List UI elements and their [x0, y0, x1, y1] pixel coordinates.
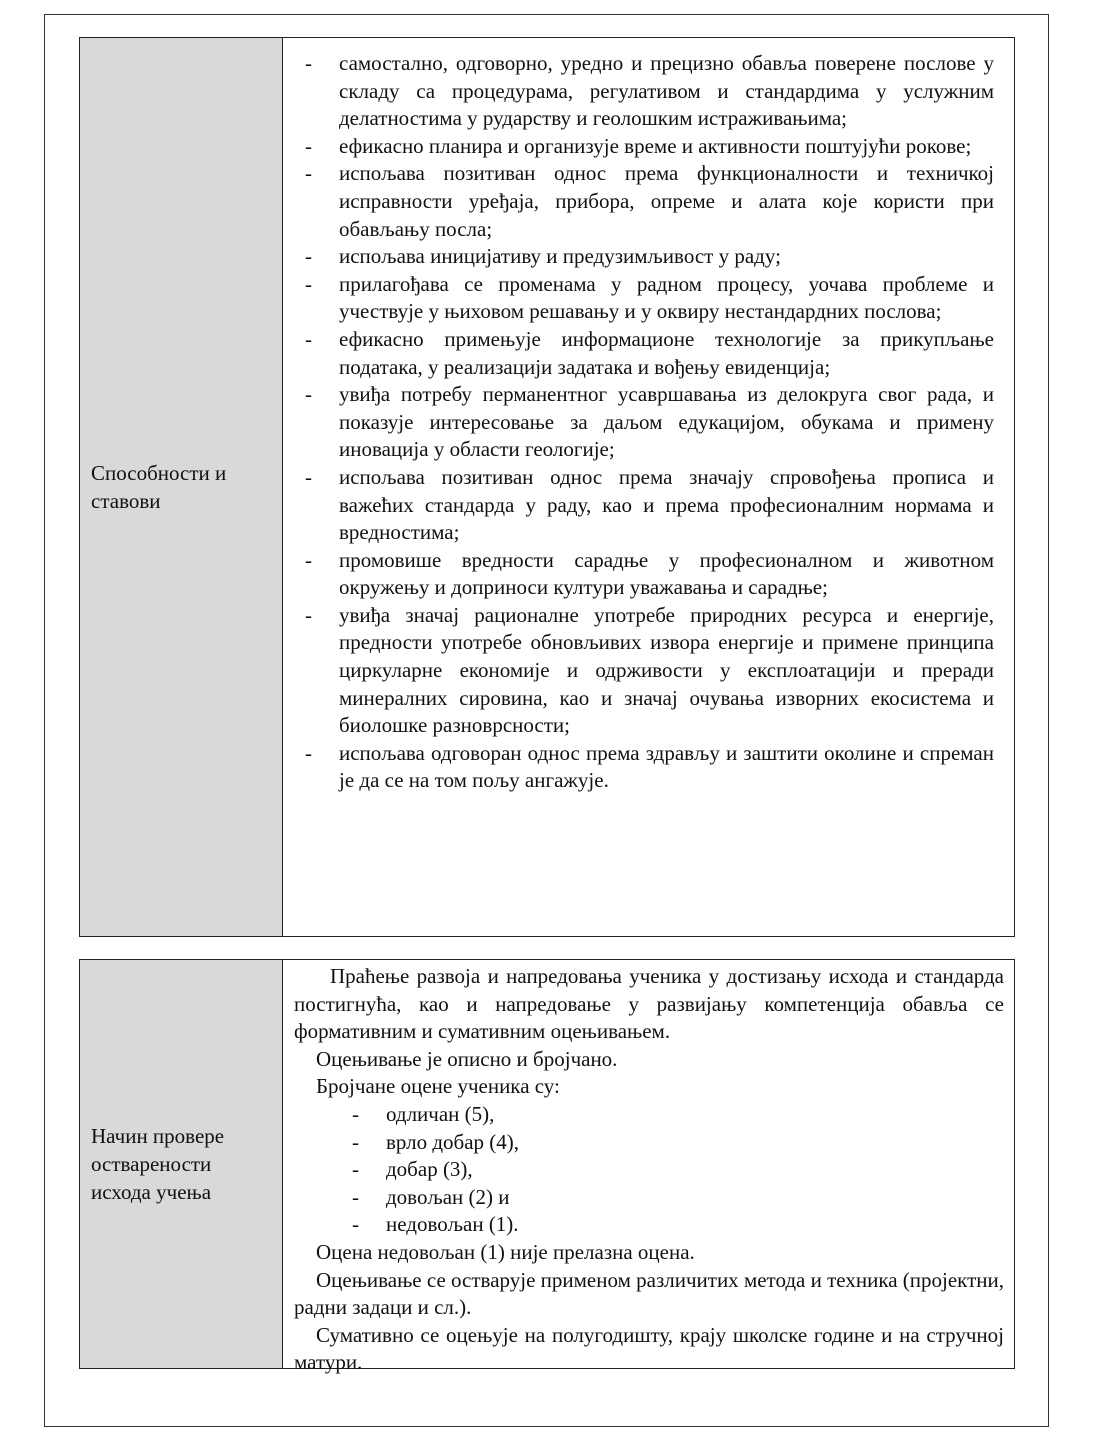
assessment-label-cell — [80, 960, 283, 1368]
list-item: - прилагођава се променама у радном процесу, уочава проблеме и учествује у њиховом решавању и у оквиру нестандардних послова; — [305, 271, 994, 326]
list-item: - испољава иницијативу и предузимљивост у раду; — [305, 243, 994, 271]
assessment-content-cell — [283, 960, 1014, 1375]
abilities-table — [79, 37, 1015, 937]
assessment-label: Начин провере остварености исхода учења — [91, 1124, 225, 1204]
grade-item: - довољан (2) и — [352, 1184, 1004, 1212]
assessment-intro: Праћење развоја и напредовања ученика у достизању исхода и стандарда постигнућа, као и напредовање у развијању компетенција обавља се формативним и сумативним оцењивањем. — [294, 964, 1004, 1044]
abilities-label: Способности и ставови — [91, 461, 227, 513]
assessment-methods: Оцењивање се остварује применом различитих метода и техника (пројектни, радни задаци и сл.). — [294, 1267, 1004, 1320]
abilities-label-cell — [80, 38, 283, 936]
grade-item: - добар (3), — [352, 1156, 1004, 1184]
summative-note: Сумативно се оцењује на полугодишту, крају школске године и на стручној матури. — [294, 1322, 1004, 1375]
abilities-list — [305, 50, 994, 795]
list-item: - ефикасно примењује информационе технологије за прикупљање података, у реализацији задатака и вођењу евиденција; — [305, 326, 994, 381]
list-item: - самостално, одговорно, уредно и прецизно обавља поверене послове у складу са процедурама, регулативом и стандардима у услужним делатностима у рударству и геолошким истраживањима; — [305, 50, 994, 133]
grade-item: - врло добар (4), — [352, 1129, 1004, 1157]
grades-intro: Бројчане оцене ученика су: — [316, 1074, 560, 1099]
failing-grade-note: Оцена недовољан (1) није прелазна оцена. — [316, 1239, 695, 1264]
list-item: - промовише вредности сарадње у професионалном и животном окружењу и доприноси култури уважавања и сарадње; — [305, 547, 994, 602]
grade-item: - одличан (5), — [352, 1101, 1004, 1129]
list-item: - испољава позитиван однос према значају спровођења прописа и важећих стандарда у раду, као и према професионалним нормама и вредностима; — [305, 464, 994, 547]
abilities-content-cell — [283, 38, 1014, 936]
list-item: - испољава одговоран однос према здрављу и заштити околине и спреман је да се на том пољу ангажује. — [305, 740, 994, 795]
list-item: - увиђа потребу перманентног усавршавања из делокруга свог рада, и показује интересовање за даљом едукацијом, обукама и примену иновација у области геологије; — [305, 381, 994, 464]
list-item: - испољава позитиван однос према функционалности и техничкој исправности уређаја, прибора, опреме и алата које користи при обављању посла; — [305, 160, 994, 243]
grade-item: - недовољан (1). — [352, 1211, 1004, 1239]
grades-list — [294, 1101, 1004, 1239]
assessment-descriptive: Оцењивање је описно и бројчано. — [316, 1046, 618, 1071]
list-item: - ефикасно планира и организује време и активности поштујући рокове; — [305, 133, 994, 161]
list-item: - увиђа значај рационалне употребе природних ресурса и енергије, предности употребе обновљивих извора енергије и примене принципа циркуларне економије и одрживости у експлоатацији и преради минералних сировина, као и значај очувања изворних екосистема и биолошке разноврсности; — [305, 602, 994, 740]
assessment-table — [79, 959, 1015, 1375]
